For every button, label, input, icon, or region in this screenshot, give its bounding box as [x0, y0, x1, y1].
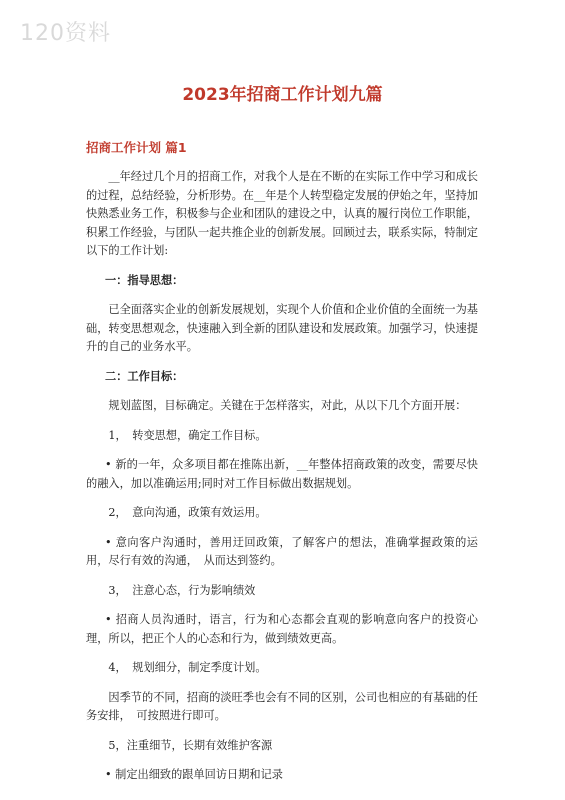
section-heading: 招商工作计划 篇1 [86, 140, 187, 155]
bullet-item: • 制定出细致的跟单回访日期和记录 [105, 768, 283, 781]
numbered-item: 4， 规划细分，制定季度计划。 [108, 661, 267, 674]
subheading: 二：工作目标： [105, 369, 184, 383]
bullet-item: • 新的一年，众多项目都在推陈出新，__年整体招商政策的改变，需要尽快的融入，加以准确运用;同时对工作目标做出数据规划。 [86, 458, 478, 490]
paragraph: 已全面落实企业的创新发展规划，实现个人价值和企业价值的全面统一为基础，转变思想观念，快速融入到全新的团队建设和发展政策。加强学习，快速提升的自己的业务水平。 [86, 303, 478, 353]
bullet-item: • 意向客户沟通时，善用迂回政策，了解客户的想法，准确掌握政策的运用，尽行有效的沟通， 从而达到签约。 [86, 535, 478, 567]
paragraph: 规划蓝图，目标确定。关键在于怎样落实，对此，从以下几个方面开展： [108, 399, 467, 412]
paragraph: 因季节的不同，招商的淡旺季也会有不同的区别，公司也相应的有基础的任务安排， 可按照进行即可。 [86, 690, 478, 722]
numbered-item: 3， 注意心态，行为影响绩效 [108, 583, 256, 597]
document-title: 2023年招商工作计划九篇 [182, 85, 383, 105]
subheading: 一：指导思想： [105, 273, 184, 287]
numbered-item: 5，注重细节，长期有效维护客源 [108, 738, 273, 752]
document-body [86, 168, 478, 796]
paragraph: __年经过几个月的招商工作，对我个人是在不断的在实际工作中学习和成长的过程，总结经验，分析形势。在__年是个人转型稳定发展的伊始之年，坚持加快熟悉业务工作，积极参与企业和团队的建设之中，认真的履行岗位工作职能，积累工作经验，与团队一起共推企业的创新发展。回顾过去，联系实际，特制定以下的工作计划: [86, 170, 478, 257]
bullet-item: • 招商人员沟通时，语言，行为和心态都会直观的影响意向客户的投资心理，所以，把正个人的心态和行为，做到绩效更高。 [86, 613, 478, 645]
watermark-logo: 120资料 [20, 21, 111, 46]
numbered-item: 1， 转变思想，确定工作目标。 [108, 428, 267, 442]
numbered-item: 2， 意向沟通，政策有效运用。 [108, 506, 267, 519]
